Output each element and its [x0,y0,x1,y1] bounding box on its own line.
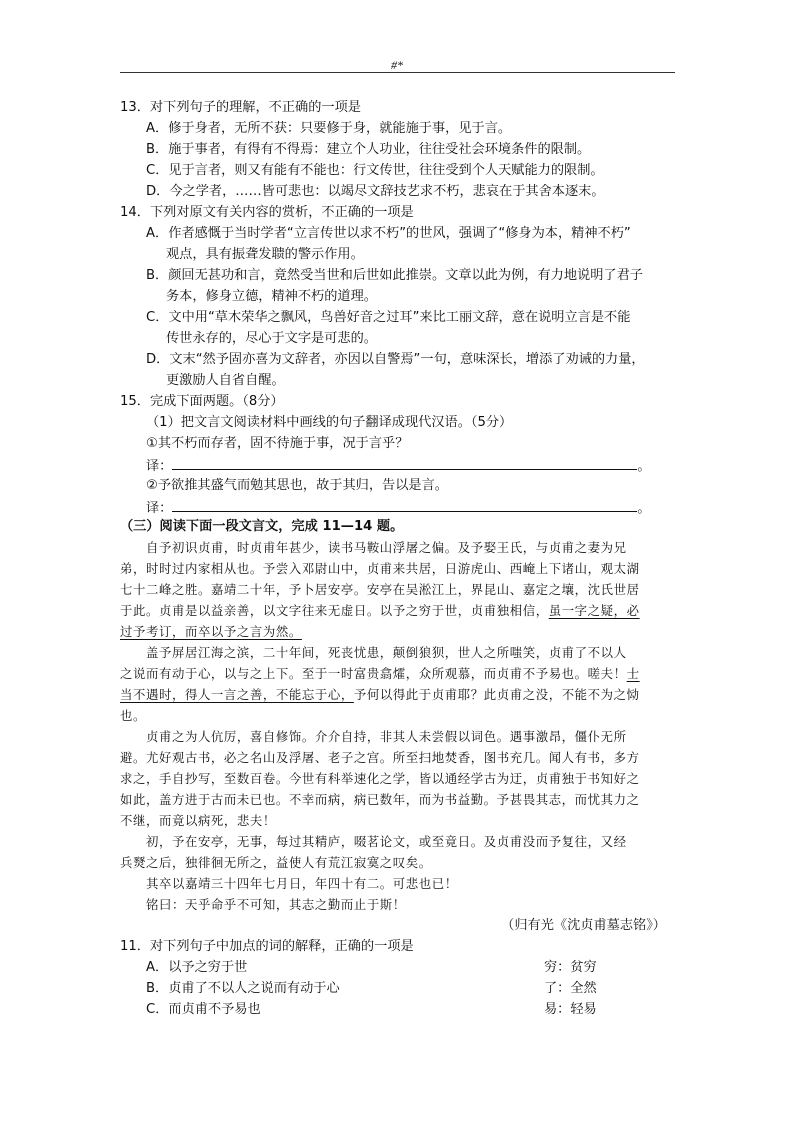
passage-text: 于此。贞甫是以益亲善，以文字往来无虚日。以予之穷于世，贞甫独相信， [120,603,549,618]
q14-stem: 14．下列对原文有关内容的赏析，不正确的一项是 [120,205,414,220]
underlined-sentence: 当不遇时，得人一言之善，不能忘于心， [120,687,354,702]
q14-option-a-cont: 观点，具有振聋发聩的警示作用。 [166,247,364,262]
q14-option-b-cont: 务本，修身立德，精神不朽的道理。 [166,289,377,304]
answer-blank-1[interactable] [172,455,637,470]
answer-end: 。 [637,459,651,474]
passage-line: 如此，盖方进于古而未已也。不幸而病，病已数年，而为书益勤。予甚畏其志，而忧其力之 [120,792,640,807]
option-gloss: 了：全然 [544,981,597,996]
passage-text: 予何以得此于贞甫耶？此贞甫之没，不能不为之恸 [353,687,640,702]
q14-option-d-cont: 更激励人自省自醒。 [166,373,285,388]
q11-stem: 11．对下列句子中加点的词的解释，正确的一项是 [120,939,414,954]
q11-option-c [146,1000,666,1020]
option-text: B．贞甫了不以人之说而有动于心 [146,981,340,996]
header-rule [120,72,675,73]
passage-line: 避。尤好观古书，必之名山及浮屠、老子之宫。所至扫地焚香，图书充几。闻人有书，多方 [120,750,640,765]
q15-stem: 15．完成下面两题。（8分） [120,394,284,409]
passage-line: 初，予在安亭，无事，每过其精庐，啜茗论文，或至竟日。及贞甫没而予复往，又经 [120,834,627,849]
underlined-sentence: 虽一字之疑，必 [548,603,640,618]
q13-option-c: C．见于言者，则又有能有不能也：行文传世，往往受到个人天赋能力的限制。 [146,163,604,178]
q13-option-a: A．修于身者，无所不获：只要修于身，就能施于事，见于言。 [146,121,512,136]
passage-line [120,664,640,684]
underlined-sentence: 士 [626,666,640,681]
passage-line: 弟，时时过内家相从也。予尝入邓尉山中，贞甫来共居，日游虎山、西崦上下诸山，观太湖 [120,561,640,576]
section3-heading: （三）阅读下面一段文言文，完成 11—14 题。 [120,519,404,534]
q13-stem: 13．对下列句子的理解，不正确的一项是 [120,100,361,115]
q15-sub1: （1）把文言文阅读材料中画线的句子翻译成现代汉语。（5分） [146,415,513,430]
header-mark: #* [391,58,403,72]
answer-blank-2[interactable] [172,497,637,512]
q11-option-b [146,979,666,999]
q14-option-a: A．作者感慨于当时学者“立言传世以求不朽”的世风，强调了“修身为本，精神不朽” [146,226,631,241]
passage-line: 不继，而竟以病死，悲夫！ [120,813,276,828]
option-gloss: 穷：贫穷 [544,960,597,975]
passage-line [120,685,640,705]
passage-line: 自予初识贞甫，时贞甫年甚少，读书马鞍山浮屠之偏。及予娶王氏，与贞甫之妻为兄 [120,540,627,555]
q15-answer-line-2 [146,497,651,519]
passage-line [120,601,640,621]
passage-line: 兵燹之后，独徘徊无所之，益使人有荒江寂寞之叹矣。 [120,855,432,870]
q14-option-c: C．文中用“草木荣华之飘风，鸟兽好音之过耳”来比工丽文辞，意在说明立言是不能 [146,310,631,325]
passage-line: 铭曰：天乎命乎不可知，其志之勤而止于斯！ [120,897,406,912]
passage-line [120,622,302,642]
q11-option-a [146,958,666,978]
answer-label: 译： [146,459,173,474]
option-text: A．以予之穷于世 [146,960,248,975]
q15-sentence-1: ①其不朽而存者，固不待施于事，况于言乎？ [146,436,409,451]
passage-text: 之说而有动于心，以与之上下。至于一时富贵翕㸌，众所观慕，而贞甫不予易也。嗟夫！ [120,666,627,681]
passage-line: 其卒以嘉靖三十四年七月日，年四十有二。可悲也已！ [120,876,458,891]
passage-line: 也。 [120,708,146,723]
q14-option-d: D．文末“然予固亦喜为文辞者，亦因以自警焉”一句，意味深长，增添了劝诫的力量， [146,352,645,367]
passage-source: （归有光《沈贞甫墓志铭》） [501,918,666,933]
q15-sentence-2: ②予欲推其盛气而勉其思也，故于其归，告以是言。 [146,478,448,493]
passage-line: 贞甫之为人伉厉，喜自修饰。介介自持，非其人未尝假以词色。遇事激昂，僵仆无所 [120,729,627,744]
q14-option-c-cont: 传世永存的，尽心于文字是可悲的。 [166,331,377,346]
underlined-sentence: 过予考订，而卒以予之言为然。 [120,624,302,639]
passage-line: 求之，手自抄写，至数百卷。今世有科举速化之学，皆以通经学古为迂，贞甫独于书知好之 [120,771,640,786]
passage-line: 盖予屏居江海之滨，二十年间，死丧忧患，颠倒狼狈，世人之所嗤笑，贞甫了不以人 [120,645,627,660]
q13-option-b: B．施于事者，有得有不得焉：建立个人功业，往往受社会环境条件的限制。 [146,142,591,157]
q15-answer-line-1 [146,455,651,477]
q13-option-d: D．今之学者，……皆可悲也：以竭尽文辞技艺求不朽，悲哀在于其舍本逐末。 [146,184,605,199]
passage-line: 七十二峰之胜。嘉靖二十年，予卜居安亭。安亭在吴淞江上，界昆山、嘉定之壤，沈氏世居 [120,582,640,597]
option-text: C．而贞甫不予易也 [146,1002,261,1017]
q14-option-b: B．颜回无甚功和言，竟然受当世和后世如此推崇。文章以此为例，有力地说明了君子 [146,268,643,283]
option-gloss: 易：轻易 [544,1002,597,1017]
answer-end: 。 [637,501,651,516]
answer-label: 译： [146,501,173,516]
